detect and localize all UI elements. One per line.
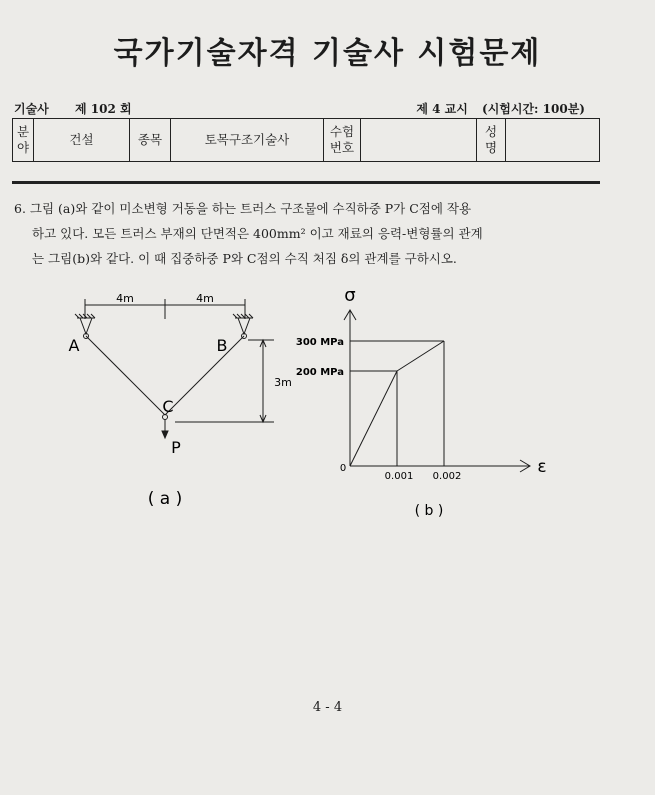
- page-title: 국가기술자격 기술사 시험문제: [113, 36, 542, 71]
- exam-round: 제 102 회: [74, 102, 132, 116]
- member-ac: [86, 336, 165, 415]
- strain-0001-label: 0.001: [384, 471, 414, 482]
- exam-meta-left: [14, 100, 154, 117]
- stress-200-label: 200 MPa: [295, 367, 344, 378]
- load-arrowhead: [162, 431, 168, 438]
- field-label: 분 야: [13, 119, 34, 162]
- sigma-label: σ: [344, 285, 356, 306]
- stress-strain-figure: [292, 283, 562, 533]
- problem-line-3: 는 그림(b)와 같다. 이 때 집중하중 P와 C점의 수직 처짐 δ의 관계를 구하시오.: [32, 251, 457, 266]
- exam-info-table: [12, 118, 600, 162]
- exam-number-label: 수험 번호: [324, 119, 361, 162]
- field-value: 건설: [34, 119, 130, 162]
- exam-number-field[interactable]: [361, 119, 477, 162]
- origin-label: 0: [339, 463, 347, 474]
- node-b-label: B: [216, 336, 228, 355]
- support-a-triangle: [80, 318, 92, 334]
- node-a-label: A: [68, 336, 80, 355]
- problem-line-1: 그림 (a)와 같이 미소변형 거동을 하는 트러스 구조물에 수직하중 P가 C점에 작용: [29, 201, 472, 216]
- figure-b-caption: ( b ): [414, 503, 444, 519]
- exam-time: (시험시간: 100분): [482, 102, 585, 116]
- curve-plastic-segment: [397, 341, 444, 371]
- header-divider: [12, 181, 600, 184]
- load-label: P: [171, 438, 181, 457]
- epsilon-label: ε: [537, 457, 547, 477]
- curve-elastic-segment: [350, 371, 397, 466]
- figure-a-caption: ( a ): [147, 489, 183, 509]
- problem-line-2: 하고 있다. 모든 트러스 부재의 단면적은 400mm² 이고 재료의 응력-변형률의 관계: [32, 226, 483, 241]
- dim-height-label: 3m: [274, 376, 292, 389]
- strain-0002-label: 0.002: [432, 471, 462, 482]
- exam-category: 기술사: [14, 102, 49, 116]
- member-bc: [165, 336, 244, 415]
- dim-right-label: 4m: [196, 292, 214, 305]
- support-b-triangle: [238, 318, 250, 334]
- dim-left-label: 4m: [116, 292, 134, 305]
- item-value: 토목구조기술사: [171, 119, 324, 162]
- item-label: 종목: [130, 119, 171, 162]
- truss-figure: [60, 285, 300, 515]
- name-field[interactable]: [506, 119, 600, 162]
- stress-300-label: 300 MPa: [295, 337, 344, 348]
- support-b-hatch: [233, 314, 253, 318]
- exam-meta-right: [406, 100, 585, 117]
- node-c-label: C: [162, 397, 174, 416]
- exam-session: 제 4 교시: [416, 102, 468, 116]
- name-label: 성 명: [477, 119, 506, 162]
- problem-text: [14, 196, 599, 271]
- page-number: 4 - 4: [312, 700, 343, 715]
- problem-number: 6.: [14, 201, 26, 216]
